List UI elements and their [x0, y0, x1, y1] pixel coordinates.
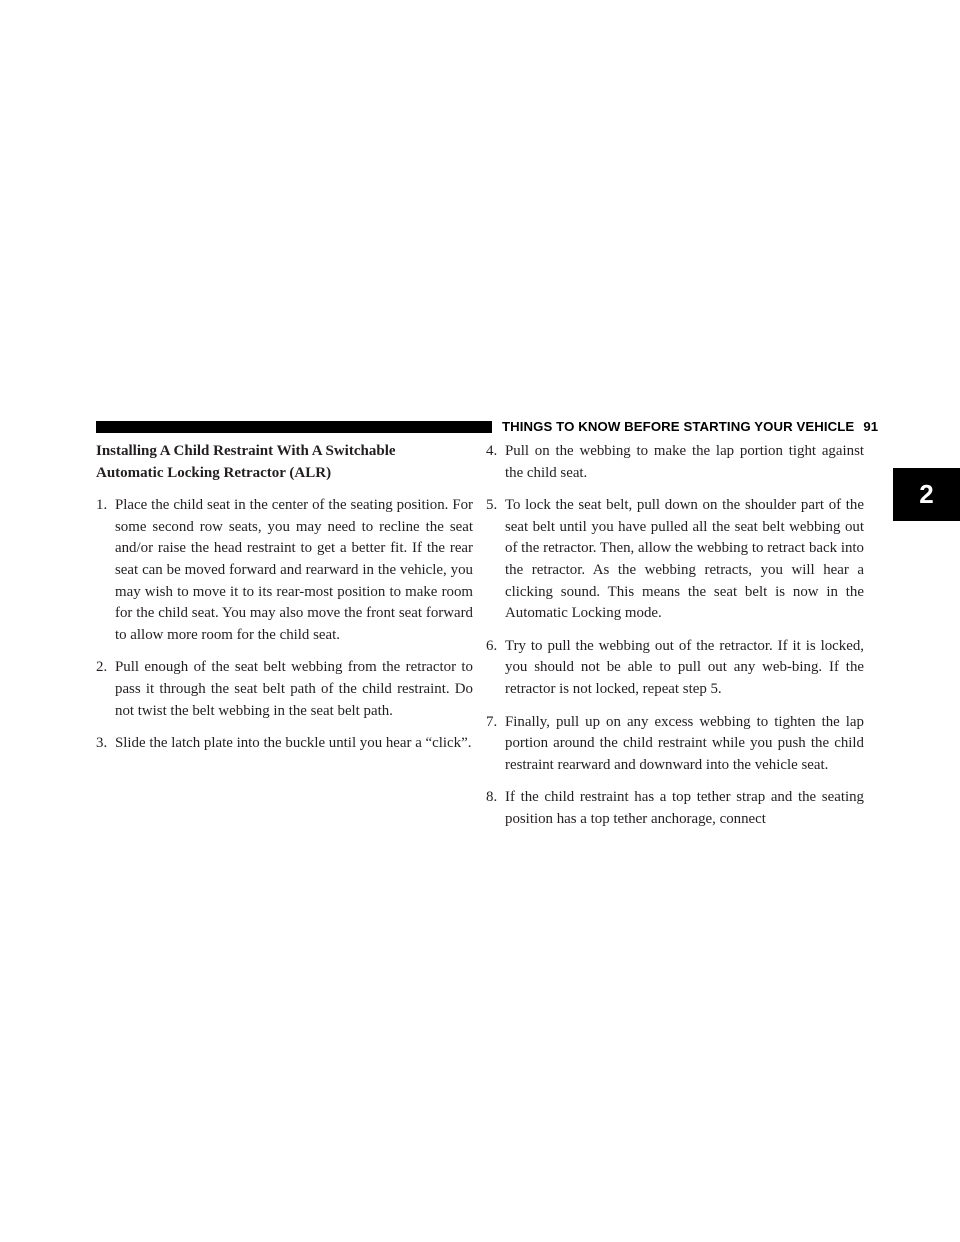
step-item: [96, 495, 473, 646]
step-item: [96, 733, 473, 755]
step-text: Slide the latch plate into the buckle until you hear a “click”.: [115, 735, 472, 752]
steps-list-left: [96, 495, 473, 755]
step-text: If the child restraint has a top tether strap and the seating position has a top tether anchorage, connect: [505, 789, 864, 827]
header-rule-bar: [96, 421, 492, 433]
right-column: [486, 441, 864, 842]
heading-line-2: Automatic Locking Retractor (ALR): [96, 464, 332, 481]
step-text: Finally, pull up on any excess webbing to tighten the lap portion around the child restraint while you push the child restraint rearward and downward into the vehicle seat.: [505, 713, 864, 773]
step-item: [486, 441, 864, 484]
page-number: 91: [863, 419, 879, 434]
chapter-tab: 2: [893, 468, 960, 521]
step-item: [96, 657, 473, 722]
step-number: 3.: [96, 735, 108, 752]
step-number: 5.: [486, 497, 498, 514]
step-number: 8.: [486, 789, 498, 806]
step-number: 6.: [486, 637, 498, 654]
steps-list-right: [486, 441, 864, 831]
step-text: Try to pull the webbing out of the retractor. If it is locked, you should not be able to pull out any web-bing. If the retractor is not locked, repeat step 5.: [505, 637, 864, 697]
step-number: 1.: [96, 497, 108, 514]
step-number: 4.: [486, 443, 498, 459]
step-number: 2.: [96, 659, 108, 676]
step-item: [486, 787, 864, 830]
step-text: Place the child seat in the center of the seating position. For some second row seats, you may need to recline the seat and/or raise the head restraint to get a better fit. If the rear seat can be moved forward and rearward in the vehicle, you may wish to move it to its rear-most position to make room for the child seat. You may also move the front seat forward to allow more room for the child seat.: [115, 497, 473, 643]
step-text: Pull on the webbing to make the lap portion tight against the child seat.: [505, 443, 864, 481]
running-header: [502, 417, 878, 437]
step-number: 7.: [486, 713, 498, 730]
section-title: THINGS TO KNOW BEFORE STARTING YOUR VEHICLE: [502, 419, 855, 434]
step-text: To lock the seat belt, pull down on the shoulder part of the seat belt until you have pulled all the seat belt webbing out of the retractor. Then, allow the webbing to retract back into the retractor. As the webbing retracts, you will hear a clicking sound. This means the seat belt is now in the Automatic Locking mode.: [505, 497, 864, 622]
step-item: [486, 636, 864, 701]
left-column: [96, 441, 473, 766]
section-heading: [96, 441, 473, 484]
step-item: [486, 495, 864, 625]
step-text: Pull enough of the seat belt webbing from the retractor to pass it through the seat belt path of the child restraint. Do not twist the belt webbing in the seat belt path.: [115, 659, 473, 719]
heading-line-1: Installing A Child Restraint With A Switchable: [96, 443, 396, 459]
step-item: [486, 712, 864, 777]
